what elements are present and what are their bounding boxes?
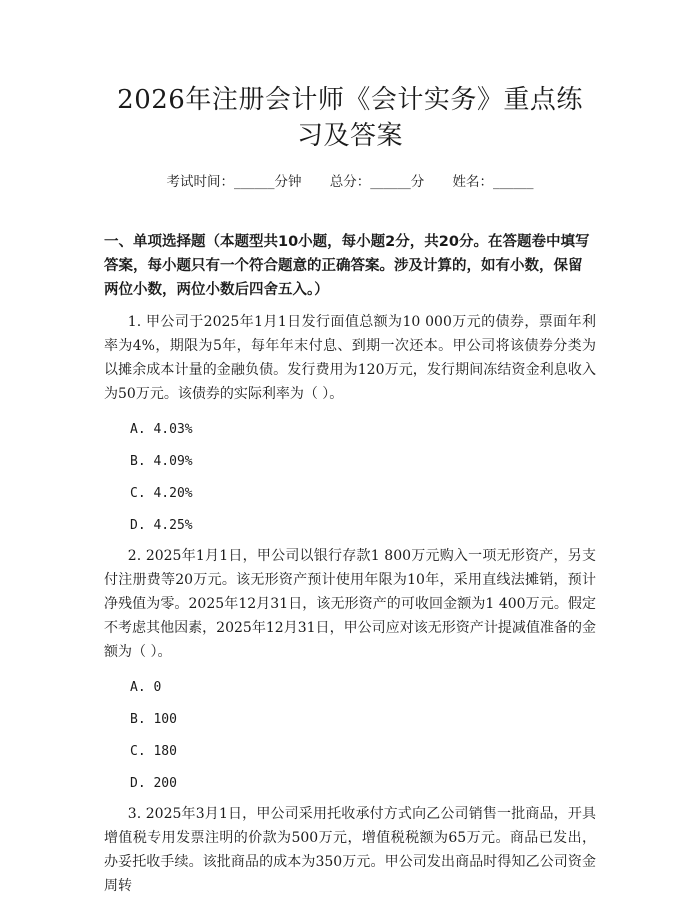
question-stem: 3. 2025年3月1日，甲公司采用托收承付方式向乙公司销售一批商品，开具增值税专用发票注明的价款为500万元，增值税税额为65万元。商品已发出，办妥托收手续。该批商品的成本为350万元。甲公司发出商品时得知乙公司资金周转 — [104, 806, 596, 894]
total-score-field: 总分：______分 — [329, 174, 425, 190]
option-c: C. 4.20% — [130, 486, 193, 501]
question-stem: 2. 2025年1月1日，甲公司以银行存款1 800万元购入一项无形资产，另支付注册费等20万元。该无形资产预计使用年限为10年，采用直线法摊销，预计净残值为零。2025年12月31日，该无形资产的可收回金额为1 400万元。假定不考虑其他因素，2025年12月31日，甲公司应对该无形资产计提减值准备的金额为（ ）。 — [104, 548, 596, 660]
option-a: A. 4.03% — [130, 422, 193, 437]
name-field: 姓名：______ — [452, 174, 534, 190]
option-b: B. 100 — [130, 712, 177, 727]
question-2 — [104, 544, 596, 794]
option-list — [104, 678, 596, 794]
option-d: D. 200 — [130, 776, 177, 791]
option-b: B. 4.09% — [130, 454, 193, 469]
exam-info-line — [104, 172, 596, 192]
option-a: A. 0 — [130, 680, 162, 695]
document-title: 2026年注册会计师《会计实务》重点练习及答案 — [117, 85, 583, 151]
question-1 — [104, 310, 596, 536]
section-heading: 一、单项选择题（本题型共10小题，每小题2分，共20分。在答题卷中填写答案，每小题只有一个符合题意的正确答案。涉及计算的，如有小数，保留两位小数，两位小数后四舍五入。） — [104, 234, 590, 298]
option-list — [104, 420, 596, 536]
option-c: C. 180 — [130, 744, 177, 759]
question-stem: 1. 甲公司于2025年1月1日发行面值总额为10 000万元的债券，票面年利率为4%，期限为5年，每年年末付息、到期一次还本。甲公司将该债券分类为以摊余成本计量的金融负债。发行费用为120万元，发行期间冻结资金利息收入为50万元。该债券的实际利率为（ ）。 — [104, 314, 596, 402]
option-d: D. 4.25% — [130, 518, 193, 533]
question-3 — [104, 802, 596, 898]
exam-time-field: 考试时间：______分钟 — [166, 174, 302, 190]
